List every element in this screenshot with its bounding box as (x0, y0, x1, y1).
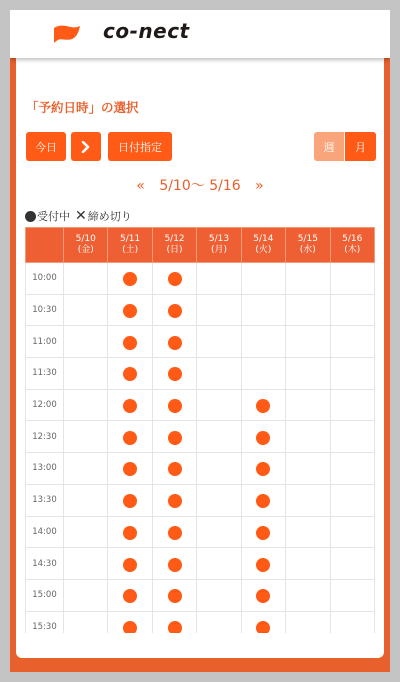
slot-cell[interactable] (152, 611, 196, 633)
slot-cell (286, 453, 330, 485)
logo-text: co-nect (103, 19, 190, 43)
slot-cell[interactable] (108, 516, 152, 548)
open-dot-icon (25, 211, 36, 222)
slot-cell (286, 579, 330, 611)
slot-cell[interactable] (241, 548, 285, 580)
slot-cell[interactable] (108, 326, 152, 358)
day-weekday: (金) (77, 245, 94, 255)
day-date: 5/11 (120, 234, 141, 244)
available-slot-dot-icon[interactable] (256, 399, 270, 413)
time-label: 11:00 (26, 326, 64, 358)
legend-closed-label: 締め切り (87, 210, 132, 223)
day-date: 5/15 (297, 234, 318, 244)
day-date: 5/10 (75, 234, 96, 244)
time-row (26, 611, 375, 633)
slot-cell[interactable] (241, 516, 285, 548)
time-label: 10:00 (26, 263, 64, 295)
slot-cell (330, 516, 374, 548)
day-weekday: (月) (210, 245, 227, 255)
day-header-0 (64, 228, 108, 263)
app-header (10, 10, 390, 58)
slot-cell[interactable] (108, 263, 152, 295)
available-slot-dot-icon[interactable] (168, 336, 182, 350)
slot-cell[interactable] (152, 453, 196, 485)
slot-cell[interactable] (152, 263, 196, 295)
slot-cell (64, 453, 108, 485)
month-view-button[interactable] (345, 132, 376, 161)
slot-cell (330, 389, 374, 421)
day-weekday: (土) (122, 245, 139, 255)
time-label: 11:30 (26, 358, 64, 390)
available-slot-dot-icon[interactable] (123, 431, 137, 445)
slot-cell (64, 611, 108, 633)
available-slot-dot-icon[interactable] (168, 399, 182, 413)
slot-cell (64, 294, 108, 326)
time-label: 13:00 (26, 453, 64, 485)
available-slot-dot-icon[interactable] (168, 304, 182, 318)
schedule-header-row (26, 228, 375, 263)
slot-cell (330, 484, 374, 516)
time-row (26, 516, 375, 548)
slot-cell[interactable] (152, 294, 196, 326)
day-date: 5/13 (208, 234, 230, 244)
next-range-arrow[interactable]: » (255, 178, 264, 194)
available-slot-dot-icon[interactable] (256, 558, 270, 572)
time-label: 13:30 (26, 484, 64, 516)
day-header-3 (197, 228, 241, 263)
slot-cell[interactable] (152, 579, 196, 611)
time-row (26, 548, 375, 580)
slot-cell[interactable] (108, 484, 152, 516)
time-row (26, 326, 375, 358)
available-slot-dot-icon[interactable] (168, 558, 182, 572)
day-header-1 (108, 228, 152, 263)
slot-cell (330, 326, 374, 358)
available-slot-dot-icon[interactable] (123, 399, 137, 413)
day-header-4 (241, 228, 285, 263)
available-slot-dot-icon[interactable] (168, 589, 182, 603)
schedule-table (25, 227, 375, 633)
day-date: 5/16 (342, 234, 363, 244)
day-weekday: (火) (255, 245, 272, 255)
available-slot-dot-icon[interactable] (123, 526, 137, 540)
available-slot-dot-icon[interactable] (256, 462, 270, 476)
month-view-label: 月 (355, 140, 366, 154)
slot-cell (286, 294, 330, 326)
slot-cell (64, 263, 108, 295)
prev-range-arrow[interactable]: « (136, 178, 145, 194)
slot-cell[interactable] (108, 421, 152, 453)
available-slot-dot-icon[interactable] (168, 431, 182, 445)
time-row (26, 421, 375, 453)
slot-cell (330, 453, 374, 485)
slot-cell (197, 389, 241, 421)
available-slot-dot-icon[interactable] (256, 431, 270, 445)
slot-cell (241, 326, 285, 358)
available-slot-dot-icon[interactable] (168, 526, 182, 540)
available-slot-dot-icon[interactable] (168, 272, 182, 286)
time-label: 15:30 (26, 611, 64, 633)
slot-cell[interactable] (152, 389, 196, 421)
slot-cell (330, 579, 374, 611)
slot-cell[interactable] (108, 453, 152, 485)
slot-cell[interactable] (152, 421, 196, 453)
time-row (26, 579, 375, 611)
slot-cell (64, 421, 108, 453)
time-label: 14:30 (26, 548, 64, 580)
day-header-6 (330, 228, 374, 263)
date-range-text: 5/10〜 5/16 (159, 178, 241, 194)
slot-cell (330, 548, 374, 580)
week-view-button[interactable] (314, 132, 344, 161)
available-slot-dot-icon[interactable] (256, 494, 270, 508)
available-slot-dot-icon[interactable] (168, 494, 182, 508)
day-header-5 (286, 228, 330, 263)
time-label: 12:00 (26, 389, 64, 421)
slot-cell[interactable] (108, 294, 152, 326)
date-picker-button[interactable] (108, 132, 172, 161)
time-label: 10:30 (26, 294, 64, 326)
time-row (26, 294, 375, 326)
available-slot-dot-icon[interactable] (123, 336, 137, 350)
slot-cell (330, 358, 374, 390)
slot-cell (197, 484, 241, 516)
time-row (26, 453, 375, 485)
legend-open-label: 受付中 (37, 210, 70, 223)
day-header-2 (152, 228, 196, 263)
slot-cell (64, 358, 108, 390)
time-label: 14:00 (26, 516, 64, 548)
slot-cell[interactable] (108, 358, 152, 390)
available-slot-dot-icon[interactable] (123, 462, 137, 476)
slot-cell[interactable] (152, 548, 196, 580)
slot-cell[interactable] (152, 484, 196, 516)
slot-cell (241, 263, 285, 295)
slot-cell (286, 389, 330, 421)
slot-cell[interactable] (241, 611, 285, 633)
slot-cell (286, 326, 330, 358)
schedule-body (26, 263, 375, 634)
time-label: 12:30 (26, 421, 64, 453)
time-row (26, 263, 375, 295)
today-button[interactable] (26, 132, 66, 161)
app-frame (10, 10, 390, 672)
slot-cell (330, 611, 374, 633)
slot-cell (330, 421, 374, 453)
slot-cell (64, 579, 108, 611)
slot-cell (64, 516, 108, 548)
flag-logo-icon (52, 24, 82, 44)
slot-cell[interactable] (152, 516, 196, 548)
slot-cell[interactable] (241, 579, 285, 611)
slot-cell (330, 263, 374, 295)
available-slot-dot-icon[interactable] (256, 621, 270, 633)
slot-cell (197, 579, 241, 611)
slot-cell (197, 453, 241, 485)
slot-cell[interactable] (108, 579, 152, 611)
available-slot-dot-icon[interactable] (123, 621, 137, 633)
next-week-button[interactable] (71, 132, 101, 161)
day-date: 5/12 (164, 234, 185, 244)
slot-cell (197, 516, 241, 548)
available-slot-dot-icon[interactable] (168, 367, 182, 381)
slot-cell[interactable] (108, 389, 152, 421)
slot-cell (286, 516, 330, 548)
available-slot-dot-icon[interactable] (123, 494, 137, 508)
available-slot-dot-icon[interactable] (168, 462, 182, 476)
day-weekday: (水) (299, 245, 316, 255)
slot-cell[interactable] (241, 484, 285, 516)
available-slot-dot-icon[interactable] (256, 526, 270, 540)
schedule-grid (25, 227, 375, 633)
slot-cell[interactable] (241, 453, 285, 485)
available-slot-dot-icon[interactable] (256, 589, 270, 603)
slot-cell (64, 389, 108, 421)
available-slot-dot-icon[interactable] (123, 367, 137, 381)
time-row (26, 389, 375, 421)
slot-cell (197, 326, 241, 358)
slot-cell (330, 294, 374, 326)
slot-cell[interactable] (152, 358, 196, 390)
slot-cell[interactable] (241, 389, 285, 421)
today-button-label: 今日 (35, 140, 57, 154)
slot-cell (197, 263, 241, 295)
slot-cell (286, 611, 330, 633)
slot-cell (241, 358, 285, 390)
slot-cell (197, 358, 241, 390)
closed-x-icon: ✕ (75, 208, 87, 224)
slot-cell[interactable] (108, 611, 152, 633)
slot-cell (64, 326, 108, 358)
time-row (26, 358, 375, 390)
chevron-right-icon (81, 141, 91, 153)
day-weekday: (木) (344, 245, 361, 255)
slot-cell (197, 611, 241, 633)
slot-cell (286, 484, 330, 516)
date-range-nav (16, 175, 384, 195)
available-slot-dot-icon[interactable] (123, 272, 137, 286)
content-card (16, 58, 384, 658)
available-slot-dot-icon[interactable] (123, 589, 137, 603)
week-view-label: 週 (323, 140, 335, 154)
corner-header-cell (26, 228, 64, 263)
available-slot-dot-icon[interactable] (123, 558, 137, 572)
slot-cell[interactable] (108, 548, 152, 580)
date-picker-label: 日付指定 (118, 140, 162, 154)
slot-cell (197, 421, 241, 453)
page-title: 「予約日時」の選択 (26, 100, 139, 115)
slot-cell[interactable] (241, 421, 285, 453)
day-weekday: (日) (166, 245, 183, 255)
slot-cell (241, 294, 285, 326)
legend (25, 208, 132, 224)
available-slot-dot-icon[interactable] (168, 621, 182, 633)
slot-cell (197, 548, 241, 580)
time-row (26, 484, 375, 516)
slot-cell (64, 484, 108, 516)
slot-cell (197, 294, 241, 326)
slot-cell (286, 548, 330, 580)
slot-cell (286, 358, 330, 390)
slot-cell (286, 263, 330, 295)
day-date: 5/14 (253, 234, 274, 244)
slot-cell (286, 421, 330, 453)
slot-cell (64, 548, 108, 580)
slot-cell[interactable] (152, 326, 196, 358)
available-slot-dot-icon[interactable] (123, 304, 137, 318)
time-label: 15:00 (26, 579, 64, 611)
